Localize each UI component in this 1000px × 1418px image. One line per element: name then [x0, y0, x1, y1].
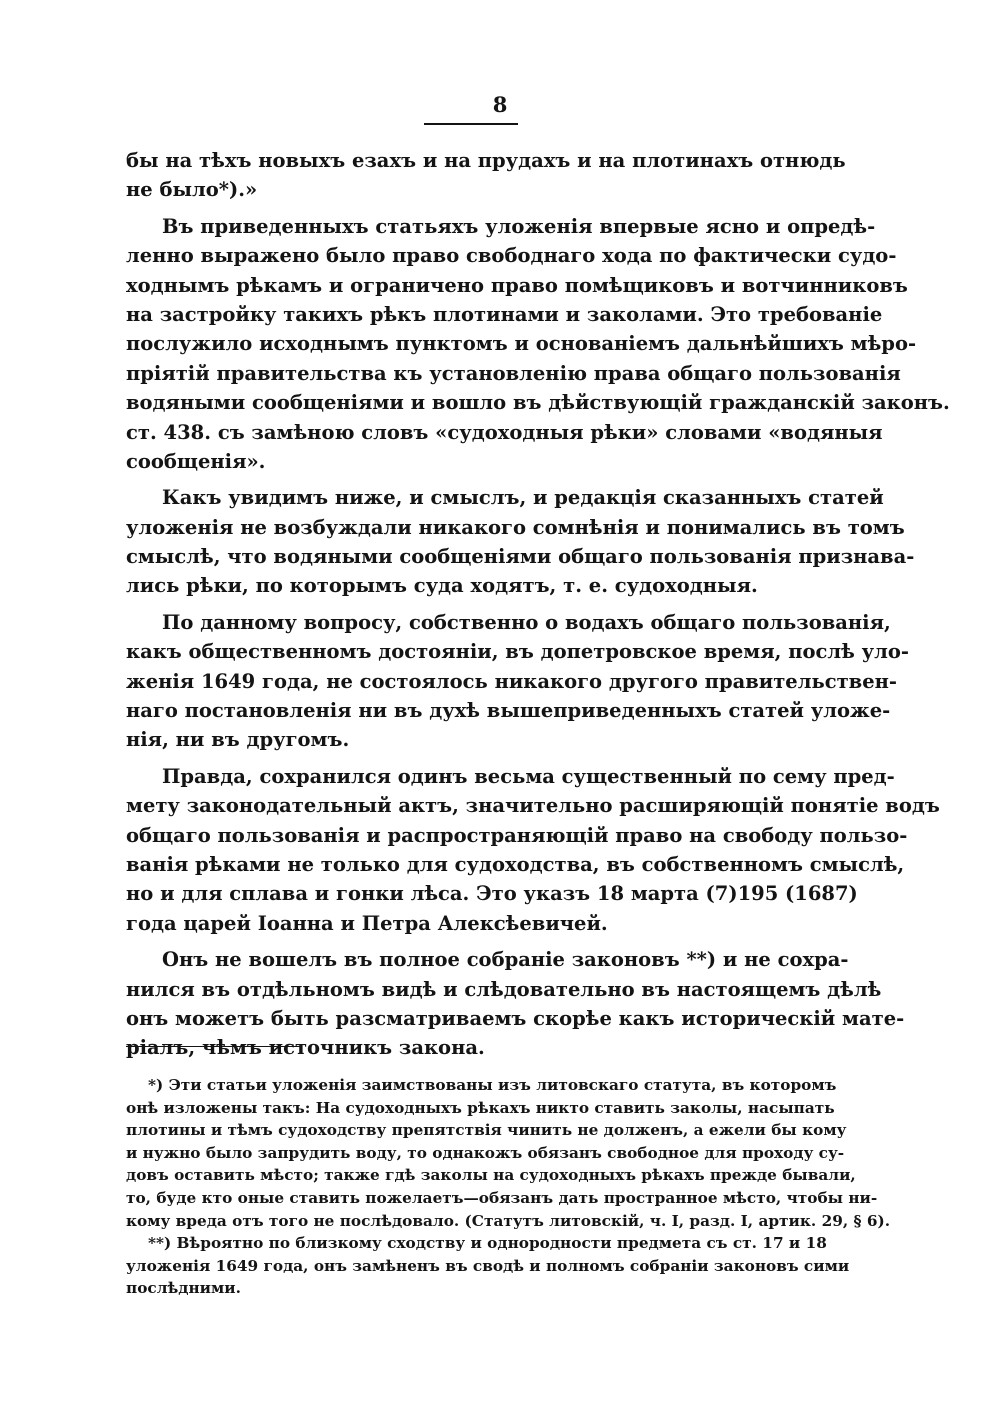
- footnote-line: онѣ изложены такъ: На судоходныхъ рѣкахъ никто ставить заколы, насыпать: [126, 1098, 835, 1117]
- paragraph-3: [126, 483, 915, 601]
- footnote-line: то, буде кто оные ставить пожелаетъ—обязанъ дать пространное мѣсто, чтобы ни-: [126, 1188, 878, 1207]
- text-line: женія 1649 года, не состоялось никакого другого правительствен-: [126, 669, 897, 693]
- text-line: ріалъ, чѣмъ источникъ закона.: [126, 1036, 485, 1060]
- paragraph-2: [126, 212, 950, 477]
- text-line: пріятій правительства къ установленію права общаго пользованія: [126, 361, 901, 385]
- text-line: сообщенія».: [126, 449, 266, 473]
- text-line: Правда, сохранился одинъ весьма существенный по сему пред-: [162, 764, 895, 788]
- text-line: но и для сплава и гонки лѣса. Это указъ 18 марта (7)195 (1687): [126, 882, 858, 906]
- text-line: нія, ни въ другомъ.: [126, 728, 350, 752]
- footnote-line: послѣдними.: [126, 1279, 241, 1298]
- text-line: водяными сообщеніями и вошло въ дѣйствующій гражданскій законъ.: [126, 391, 950, 415]
- text-line: Какъ увидимъ ниже, и смыслъ, и редакція сказанныхъ статей: [162, 486, 884, 510]
- text-line: общаго пользованія и распространяющій право на свободу пользо-: [126, 823, 908, 847]
- text-line: Въ приведенныхъ статьяхъ уложенія впервые ясно и опредѣ-: [162, 214, 876, 238]
- text-line: мету законодательный актъ, значительно расширяющій понятіе водъ: [126, 794, 940, 818]
- footnote-line: *) Эти статьи уложенія заимствованы изъ литовскаго статута, въ которомъ: [148, 1076, 837, 1094]
- text-line: смыслѣ, что водяными сообщеніями общаго пользованія признава-: [126, 545, 915, 569]
- text-line: уложенія не возбуждали никакого сомнѣнія и понимались въ томъ: [126, 515, 905, 539]
- text-line: ст. 438. съ замѣною словъ «судоходныя рѣки» словами «водяныя: [126, 420, 883, 444]
- text-line: на застройку такихъ рѣкъ плотинами и заколами. Это требованіе: [126, 302, 883, 326]
- text-line: наго постановленія ни въ духѣ вышеприведенныхъ статей уложе-: [126, 699, 891, 723]
- text-line: ванія рѣками не только для судоходства, въ собственномъ смыслѣ,: [126, 852, 905, 876]
- footnote-rule: [126, 1046, 302, 1047]
- paragraph-1: [126, 146, 846, 205]
- text-line: не было*).»: [126, 178, 258, 202]
- footnote-line: **) Вѣроятно по близкому сходству и однородности предмета съ ст. 17 и 18: [148, 1234, 827, 1253]
- text-line: онъ можетъ быть разсматриваемъ скорѣе какъ историческій мате-: [126, 1006, 905, 1030]
- footnote-line: плотины и тѣмъ судоходству препятствія чинить не долженъ, а ежели бы кому: [126, 1121, 847, 1140]
- page-number: 8: [492, 92, 508, 117]
- main-text: [126, 146, 950, 1070]
- footnote-line: кому вреда отъ того не послѣдовало. (Статутъ литовскій, ч. I, разд. I, артик. 29, § 6).: [126, 1211, 891, 1230]
- footnote-1: [126, 1074, 891, 1232]
- footnote-line: и нужно было запрудить воду, то однакожъ обязанъ свободное для проходу су-: [126, 1143, 845, 1162]
- paragraph-5: [126, 762, 940, 938]
- text-line: Онъ не вошелъ въ полное собраніе законовъ **) и не сохра-: [162, 948, 849, 972]
- page-number-rule: [424, 123, 518, 125]
- text-line: ходнымъ рѣкамъ и ограничено право помѣщиковъ и вотчинниковъ: [126, 273, 908, 297]
- footnote-line: довъ оставить мѣсто; также гдѣ заколы на судоходныхъ рѣкахъ прежде бывали,: [126, 1166, 856, 1185]
- text-line: По данному вопросу, собственно о водахъ общаго пользованія,: [162, 610, 891, 634]
- text-line: лись рѣки, по которымъ суда ходятъ, т. е. судоходныя.: [126, 574, 758, 598]
- footnotes: [126, 1074, 891, 1300]
- text-line: послужило исходнымъ пунктомъ и основаніемъ дальнѣйшихъ мѣро-: [126, 332, 917, 356]
- text-line: ленно выражено было право свободнаго хода по фактически судо-: [126, 244, 897, 268]
- footnote-2: [126, 1232, 850, 1300]
- text-line: бы на тѣхъ новыхъ езахъ и на прудахъ и на плотинахъ отнюдь: [126, 149, 846, 172]
- paragraph-4: [126, 608, 909, 755]
- footnote-line: уложенія 1649 года, онъ замѣненъ въ сводѣ и полномъ собраніи законовъ сими: [126, 1256, 850, 1275]
- text-line: какъ общественномъ достояніи, въ допетровское время, послѣ уло-: [126, 640, 909, 664]
- text-line: года царей Іоанна и Петра Алексѣевичей.: [126, 911, 608, 935]
- text-line: нился въ отдѣльномъ видѣ и слѣдовательно въ настоящемъ дѣлѣ: [126, 977, 882, 1001]
